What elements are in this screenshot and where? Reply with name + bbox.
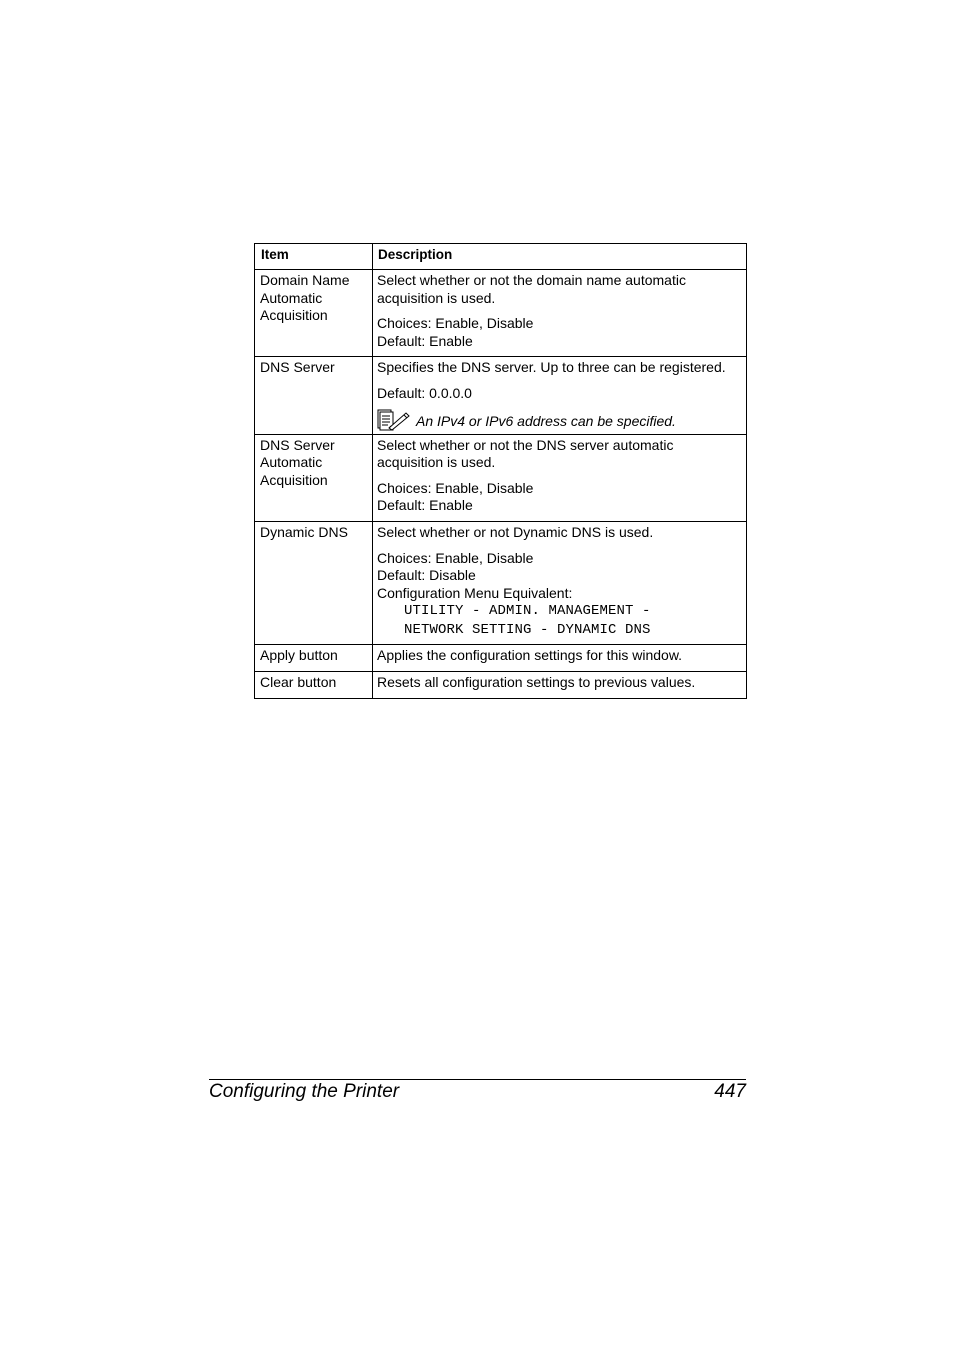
footer-divider (209, 1079, 746, 1080)
settings-table (254, 243, 747, 699)
menu-path-line: UTILITY - ADMIN. MANAGEMENT - (404, 603, 651, 620)
item-cell: Domain Name Automatic Acquisition (255, 270, 373, 357)
description-cell: Resets all configuration settings to previous values. (373, 672, 747, 699)
item-cell: Dynamic DNS (255, 521, 373, 644)
table-row (255, 434, 747, 521)
description-cell: Applies the configuration settings for this window. (373, 645, 747, 672)
description-cell: Select whether or not Dynamic DNS is used. Choices: Enable, Disable Default: Disable Configuration Menu Equivalent: UTILITY - ADMIN. MANAGEMENT - NETWORK SETTING - DYNAMIC DNS (373, 521, 747, 644)
menu-equivalent-label: Configuration Menu Equivalent: (377, 584, 573, 601)
item-cell: Apply button (255, 645, 373, 672)
table-row (255, 521, 747, 644)
item-cell: DNS Server (255, 357, 373, 434)
column-header-description: Description (373, 244, 747, 270)
note-pencil-icon (377, 409, 410, 431)
footer-chapter-title: Configuring the Printer (209, 1081, 400, 1102)
choices-text: Choices: Enable, Disable (377, 479, 534, 496)
table-row (255, 672, 747, 699)
default-text: Default: Enable (377, 497, 473, 514)
default-text: Default: Disable (377, 567, 476, 584)
menu-path-line: NETWORK SETTING - DYNAMIC DNS (404, 622, 651, 639)
note (377, 409, 742, 431)
column-header-item: Item (255, 244, 373, 270)
table-row (255, 645, 747, 672)
table-header-row (255, 244, 747, 270)
choices-text: Choices: Enable, Disable (377, 315, 534, 332)
default-text: Default: Enable (377, 332, 473, 349)
item-cell: Clear button (255, 672, 373, 699)
description-cell: Select whether or not the domain name automatic acquisition is used. Choices: Enable, Disable Default: Enable (373, 270, 747, 357)
default-text: Default: 0.0.0.0 (377, 384, 472, 401)
note-text: An IPv4 or IPv6 address can be specified. (416, 412, 676, 429)
item-cell: DNS Server Automatic Acquisition (255, 434, 373, 521)
table-row (255, 270, 747, 357)
table-row (255, 357, 747, 434)
description-cell: Specifies the DNS server. Up to three can be registered. Default: 0.0.0.0 An IPv4 or IPv6 address can be specified. (373, 357, 747, 434)
choices-text: Choices: Enable, Disable (377, 549, 534, 566)
page-number: 447 (714, 1081, 746, 1102)
description-cell: Select whether or not the DNS server automatic acquisition is used. Choices: Enable, Disable Default: Enable (373, 434, 747, 521)
